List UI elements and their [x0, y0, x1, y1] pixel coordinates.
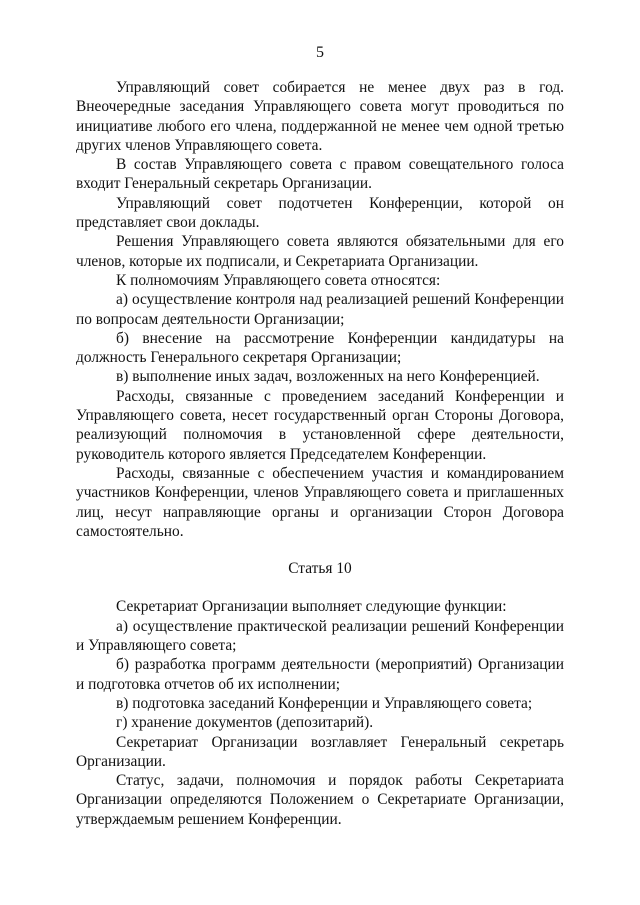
paragraph-council-powers-intro: К полномочиям Управляющего совета относятся: — [116, 271, 441, 289]
paragraph-secretariat-status: Статус, задачи, полномочия и порядок работы Секретариата Организации определяются Положением о Секретариате Организации, утверждаемым решением Конференции. — [76, 772, 564, 828]
paragraph-council-accountability: Управляющий совет подотчетен Конференции, которой он представляет свои доклады. — [76, 194, 564, 232]
list-item-function-d: г) хранение документов (депозитарий). — [116, 714, 374, 732]
paragraph-secretariat-functions-intro: Секретариат Организации выполняет следующие функции: — [116, 598, 507, 616]
list-item-power-c: в) выполнение иных задач, возложенных на него Конференцией. — [116, 368, 540, 386]
list-item-function-b: б) разработка программ деятельности (мероприятий) Организации и подготовка отчетов об их исполнении; — [76, 656, 564, 693]
list-item-function-a: а) осуществление практической реализации решений Конференции и Управляющего совета; — [76, 617, 564, 655]
paragraph-meeting-expenses: Расходы, связанные с проведением заседаний Конференции и Управляющего совета, несет государственный орган Стороны Договора, реализующий полномочия в установленной сфере деятельности, руководитель которого является Председателем Конференции. — [76, 387, 564, 463]
paragraph-council-composition: В состав Управляющего совета с правом совещательного голоса входит Генеральный секретарь Организации. — [76, 156, 564, 193]
paragraph-secretariat-head: Секретариат Организации возглавляет Генеральный секретарь Организации. — [76, 733, 564, 770]
article-heading: Статья 10 — [288, 560, 352, 578]
paragraph-participation-expenses: Расходы, связанные с обеспечением участия и командированием участников Конференции, членов Управляющего совета и приглашенных лиц, несут направляющие органы и организации Сторон Договора самостоятельно. — [76, 464, 564, 540]
list-item-function-c: в) подготовка заседаний Конференции и Управляющего совета; — [116, 694, 533, 712]
spacer — [76, 541, 564, 559]
spacer — [76, 578, 564, 597]
page-number: 5 — [316, 44, 324, 61]
list-item-power-b: б) внесение на рассмотрение Конференции кандидатуры на должность Генерального секретаря Организации; — [76, 329, 564, 367]
paragraph-council-decisions: Решения Управляющего совета являются обязательными для его членов, которые их подписали, и Секретариата Организации. — [76, 233, 564, 270]
document-body — [76, 78, 564, 829]
paragraph-council-meetings: Управляющий совет собирается не менее двух раз в год. Внеочередные заседания Управляющего совета могут проводиться по инициативе любого его члена, поддержанной не менее чем одной третью других членов Управляющего совета. — [76, 79, 564, 154]
list-item-power-a: а) осуществление контроля над реализацией решений Конференции по вопросам деятельности Организации; — [76, 291, 564, 328]
